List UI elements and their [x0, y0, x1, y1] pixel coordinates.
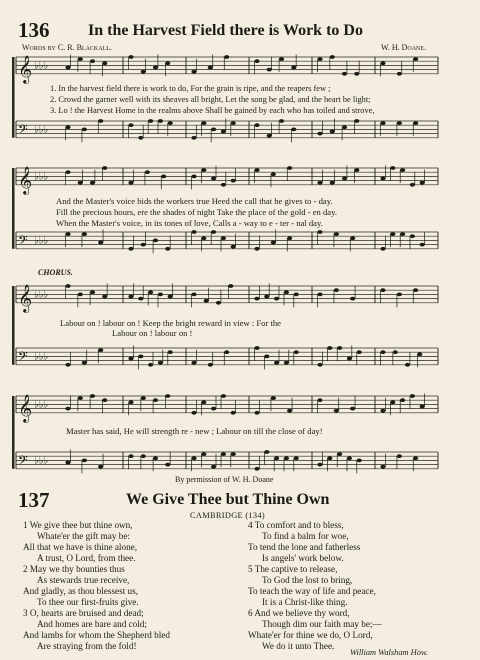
note-head — [271, 172, 276, 176]
note-head — [90, 290, 95, 294]
note-head — [347, 456, 352, 460]
note-head — [330, 55, 335, 59]
note-head — [65, 170, 70, 174]
lyric-line-2: 2. Crowd the garner well with its sheaves all bright, Let the song be glad, and the heart be light; — [50, 95, 371, 104]
note-head — [78, 293, 83, 297]
stanza-2-line-1: 2 May we thy bounties thus — [23, 564, 125, 574]
note-head — [231, 452, 236, 456]
treble-clef-icon: 𝄞 — [18, 283, 33, 312]
note-head — [128, 123, 133, 127]
note-head — [138, 355, 143, 359]
note-head — [65, 66, 70, 70]
note-head — [420, 405, 425, 409]
tune-name: CAMBRIDGE (134) — [190, 511, 265, 520]
chorus-line-1b: Labour on ! labour on ! — [112, 328, 193, 338]
note-head — [390, 166, 395, 170]
stanza-3-line-3: And lambs for whom the Shepherd bled — [23, 630, 170, 640]
note-head — [128, 181, 133, 185]
note-head — [317, 398, 322, 402]
note-head — [211, 465, 216, 469]
note-head — [413, 288, 418, 292]
note-head — [274, 456, 279, 460]
note-head — [102, 166, 107, 170]
note-head — [216, 301, 221, 305]
stanza-2-line-4: To thee our first-fruits give. — [37, 597, 139, 607]
note-head — [211, 177, 216, 181]
note-head — [400, 398, 405, 402]
note-head — [153, 456, 158, 460]
note-head — [410, 234, 415, 238]
note-head — [128, 400, 133, 404]
note-head — [90, 59, 95, 63]
note-head — [317, 293, 322, 297]
note-head — [400, 168, 405, 172]
note-head — [284, 290, 289, 294]
note-head — [153, 239, 158, 243]
note-head — [397, 121, 402, 125]
note-head — [165, 247, 170, 251]
note-head — [65, 407, 70, 411]
stanza-6-line-3: Whate'er for thine we do, O Lord, — [248, 630, 373, 640]
note-head — [390, 232, 395, 236]
note-head — [267, 134, 272, 138]
note-head — [294, 456, 299, 460]
key-signature-flats-icon: ♭♭♭ — [34, 60, 49, 72]
note-head — [221, 130, 226, 134]
note-head — [153, 66, 158, 70]
note-head — [158, 119, 163, 123]
note-head — [191, 361, 196, 365]
hymn-137-number: 137 — [18, 488, 50, 512]
note-head — [148, 119, 153, 123]
note-head — [380, 350, 385, 354]
note-head — [354, 72, 359, 76]
note-head — [98, 465, 103, 469]
note-head — [420, 243, 425, 247]
stanza-6-line-1: 6 And we believe thy word, — [248, 608, 350, 618]
note-head — [342, 177, 347, 181]
note-head — [350, 407, 355, 411]
note-head — [342, 125, 347, 129]
note-head — [264, 355, 269, 359]
note-head — [350, 297, 355, 301]
note-head — [201, 452, 206, 456]
note-head — [254, 297, 259, 301]
bass-clef-icon: 𝄢 — [18, 452, 28, 471]
note-head — [102, 295, 107, 299]
note-head — [267, 68, 272, 72]
note-head — [82, 459, 87, 463]
note-head — [393, 350, 398, 354]
note-head — [327, 456, 332, 460]
stanza-1-line-2: Whate'er the gift may be: — [37, 531, 130, 541]
note-head — [224, 350, 229, 354]
note-head — [221, 236, 226, 240]
stanza-5-line-4: It is a Christ-like thing. — [262, 597, 348, 607]
note-head — [168, 295, 173, 299]
words-credit: Words by C. R. Blackall. — [22, 43, 112, 52]
note-head — [254, 168, 259, 172]
note-head — [208, 363, 213, 367]
note-head — [271, 396, 276, 400]
note-head — [287, 236, 292, 240]
hymn-137-title: We Give Thee but Thine Own — [126, 491, 330, 508]
key-signature-flats-icon: ♭♭♭ — [34, 455, 49, 467]
key-signature-flats-icon: ♭♭♭ — [34, 399, 49, 411]
note-head — [347, 357, 352, 361]
key-signature-flats-icon: ♭♭♭ — [34, 124, 49, 136]
note-head — [211, 407, 216, 411]
note-head — [334, 409, 339, 413]
note-head — [102, 398, 107, 402]
note-head — [413, 57, 418, 61]
note-head — [145, 170, 150, 174]
note-head — [78, 181, 83, 185]
stanza-1-line-1: 1 We give thee but thine own, — [23, 520, 133, 530]
note-head — [78, 396, 83, 400]
note-head — [284, 361, 289, 365]
note-head — [148, 363, 153, 367]
bass-clef-icon: 𝄢 — [18, 232, 28, 251]
note-head — [274, 297, 279, 301]
note-head — [165, 394, 170, 398]
bass-clef-icon: 𝄢 — [18, 121, 28, 140]
note-head — [357, 459, 362, 463]
note-head — [337, 346, 342, 350]
note-head — [65, 284, 70, 288]
treble-clef-icon: 𝄞 — [18, 393, 33, 422]
permission-note: By permission of W. H. Doane — [175, 475, 274, 484]
note-head — [231, 411, 236, 415]
note-head — [211, 128, 216, 132]
note-head — [138, 136, 143, 140]
system-bracket — [12, 286, 15, 365]
note-head — [82, 232, 87, 236]
note-head — [380, 465, 385, 469]
note-head — [380, 177, 385, 181]
note-head — [165, 61, 170, 65]
note-head — [417, 352, 422, 356]
note-head — [413, 121, 418, 125]
note-head — [98, 119, 103, 123]
note-head — [231, 245, 236, 249]
note-head — [128, 357, 133, 361]
note-head — [201, 168, 206, 172]
note-head — [78, 57, 83, 61]
note-head — [254, 247, 259, 251]
note-head — [380, 121, 385, 125]
note-head — [191, 293, 196, 297]
key-signature-flats-icon: ♭♭♭ — [34, 235, 49, 247]
note-head — [354, 168, 359, 172]
note-head — [201, 236, 206, 240]
stanza-4-line-2: To find a balm for woe, — [262, 531, 349, 541]
note-head — [410, 394, 415, 398]
note-head — [284, 456, 289, 460]
verses-left — [23, 520, 170, 652]
stanza-4-line-1: 4 To comfort and to bless, — [248, 520, 344, 530]
note-head — [90, 394, 95, 398]
note-head — [342, 72, 347, 76]
note-head — [254, 411, 259, 415]
note-head — [90, 181, 95, 185]
note-head — [231, 179, 236, 183]
note-head — [397, 72, 402, 76]
note-head — [354, 119, 359, 123]
note-head — [390, 400, 395, 404]
stanza-3-line-4: Are straying from the fold! — [37, 641, 137, 651]
note-head — [165, 463, 170, 467]
note-head — [405, 363, 410, 367]
note-head — [294, 293, 299, 297]
note-head — [357, 350, 362, 354]
note-head — [191, 175, 196, 179]
stanza-5-line-2: To God the lost to bring, — [262, 575, 353, 585]
note-head — [330, 181, 335, 185]
note-head — [228, 284, 233, 288]
note-head — [221, 183, 226, 187]
stanza-2-line-3: And gladly, as thou blessest us, — [23, 586, 139, 596]
author-signature: William Walsham How. — [350, 648, 428, 657]
note-head — [128, 454, 133, 458]
lyric-line-6: When the Master's voice, in its tones of love, Calls a - way to e - ter - nal day. — [56, 218, 323, 228]
note-head — [287, 166, 292, 170]
note-head — [191, 70, 196, 74]
note-head — [254, 346, 259, 350]
treble-clef-icon: 𝄞 — [18, 165, 33, 194]
chorus-line-1: Labour on ! labour on ! Keep the bright reward in view : For the — [60, 318, 281, 328]
stanza-4-line-3: To tend the lone and fatherless — [248, 542, 361, 552]
note-head — [317, 463, 322, 467]
stanza-3-line-1: 3 O, hearts are bruised and dead; — [23, 608, 144, 618]
note-head — [148, 290, 153, 294]
note-head — [141, 396, 146, 400]
note-head — [264, 295, 269, 299]
key-signature-flats-icon: ♭♭♭ — [34, 171, 49, 183]
note-head — [420, 181, 425, 185]
note-head — [98, 348, 103, 352]
note-head — [191, 136, 196, 140]
key-signature-flats-icon: ♭♭♭ — [34, 351, 49, 363]
note-head — [158, 361, 163, 365]
music-notation — [0, 50, 480, 520]
note-head — [397, 454, 402, 458]
note-head — [201, 121, 206, 125]
lyric-line-4: And the Master's voice bids the workers true Heed the call that he gives to - day. — [56, 196, 333, 206]
note-head — [211, 230, 216, 234]
stanza-1-line-4: A trust, O Lord, from thee. — [37, 553, 136, 563]
verses-right — [248, 520, 382, 652]
note-head — [317, 57, 322, 61]
note-head — [65, 461, 70, 465]
note-head — [128, 295, 133, 299]
note-head — [98, 241, 103, 245]
stanza-6-line-2: Though dim our faith may be;— — [262, 619, 382, 629]
lyric-line-1: 1. In the harvest field there is work to do, For the grain is ripe, and the reapers few ; — [50, 84, 331, 93]
note-head — [279, 57, 284, 61]
note-head — [82, 361, 87, 365]
note-head — [410, 183, 415, 187]
note-head — [317, 181, 322, 185]
note-head — [153, 398, 158, 402]
stanza-5-line-1: 5 The captive to release, — [248, 564, 338, 574]
note-head — [397, 293, 402, 297]
note-head — [334, 232, 339, 236]
note-head — [317, 132, 322, 136]
note-head — [279, 119, 284, 123]
note-head — [168, 350, 173, 354]
note-head — [380, 61, 385, 65]
note-head — [168, 121, 173, 125]
note-head — [65, 232, 70, 236]
chorus-label: CHORUS. — [38, 268, 73, 277]
note-head — [380, 247, 385, 251]
note-head — [291, 66, 296, 70]
note-head — [224, 55, 229, 59]
note-head — [128, 55, 133, 59]
note-head — [254, 467, 259, 471]
stanza-1-line-3: All that we have is thine alone, — [23, 542, 138, 552]
note-head — [141, 454, 146, 458]
lyric-line-3: 3. Lo ! the Harvest Home in the realms above Shall be gained by each who has toiled and strove, — [50, 106, 375, 115]
note-head — [380, 409, 385, 413]
note-head — [102, 61, 107, 65]
stanza-5-line-3: To teach the way of life and peace, — [248, 586, 376, 596]
system-bracket — [12, 57, 15, 138]
system-bracket — [12, 396, 15, 469]
note-head — [201, 400, 206, 404]
note-head — [291, 128, 296, 132]
note-head — [191, 230, 196, 234]
note-head — [330, 130, 335, 134]
hymn-136-title: In the Harvest Field there is Work to Do — [88, 22, 363, 39]
treble-clef-icon: 𝄞 — [18, 54, 33, 83]
note-head — [141, 243, 146, 247]
note-head — [274, 361, 279, 365]
note-head — [287, 409, 292, 413]
note-head — [65, 363, 70, 367]
stanza-4-line-4: Is angels' work below. — [262, 553, 344, 563]
note-head — [191, 411, 196, 415]
note-head — [82, 128, 87, 132]
note-head — [400, 232, 405, 236]
lyric-line-5: Fill the precious hours, ere the shades of night Take the place of the gold - en day. — [56, 207, 337, 217]
stanza-6-line-4: We do it unto Thee. — [262, 641, 335, 651]
note-head — [327, 346, 332, 350]
bass-clef-icon: 𝄢 — [18, 348, 28, 367]
note-head — [254, 59, 259, 63]
note-head — [221, 394, 226, 398]
note-head — [231, 121, 236, 125]
music-credit: W. H. Doane. — [381, 43, 427, 52]
chorus-line-2: Master has said, He will strength re - new ; Labour on till the close of day! — [66, 426, 323, 436]
note-head — [65, 125, 70, 129]
note-head — [161, 175, 166, 179]
note-head — [350, 236, 355, 240]
note-head — [294, 350, 299, 354]
note-head — [317, 363, 322, 367]
note-head — [158, 293, 163, 297]
note-head — [138, 297, 143, 301]
note-head — [221, 452, 226, 456]
note-head — [191, 456, 196, 460]
note-head — [264, 450, 269, 454]
key-signature-flats-icon: ♭♭♭ — [34, 289, 49, 301]
note-head — [141, 70, 146, 74]
note-head — [128, 247, 133, 251]
note-head — [208, 66, 213, 70]
note-head — [204, 299, 209, 303]
note-head — [413, 456, 418, 460]
note-head — [334, 288, 339, 292]
stanza-2-line-2: As stewards true receive, — [37, 575, 130, 585]
system-bracket — [12, 168, 15, 249]
note-head — [254, 123, 259, 127]
note-head — [317, 230, 322, 234]
note-head — [380, 288, 385, 292]
stanza-3-line-2: And homes are bare and cold; — [37, 619, 147, 629]
hymn-136-number: 136 — [18, 18, 50, 42]
note-head — [337, 452, 342, 456]
note-head — [271, 241, 276, 245]
